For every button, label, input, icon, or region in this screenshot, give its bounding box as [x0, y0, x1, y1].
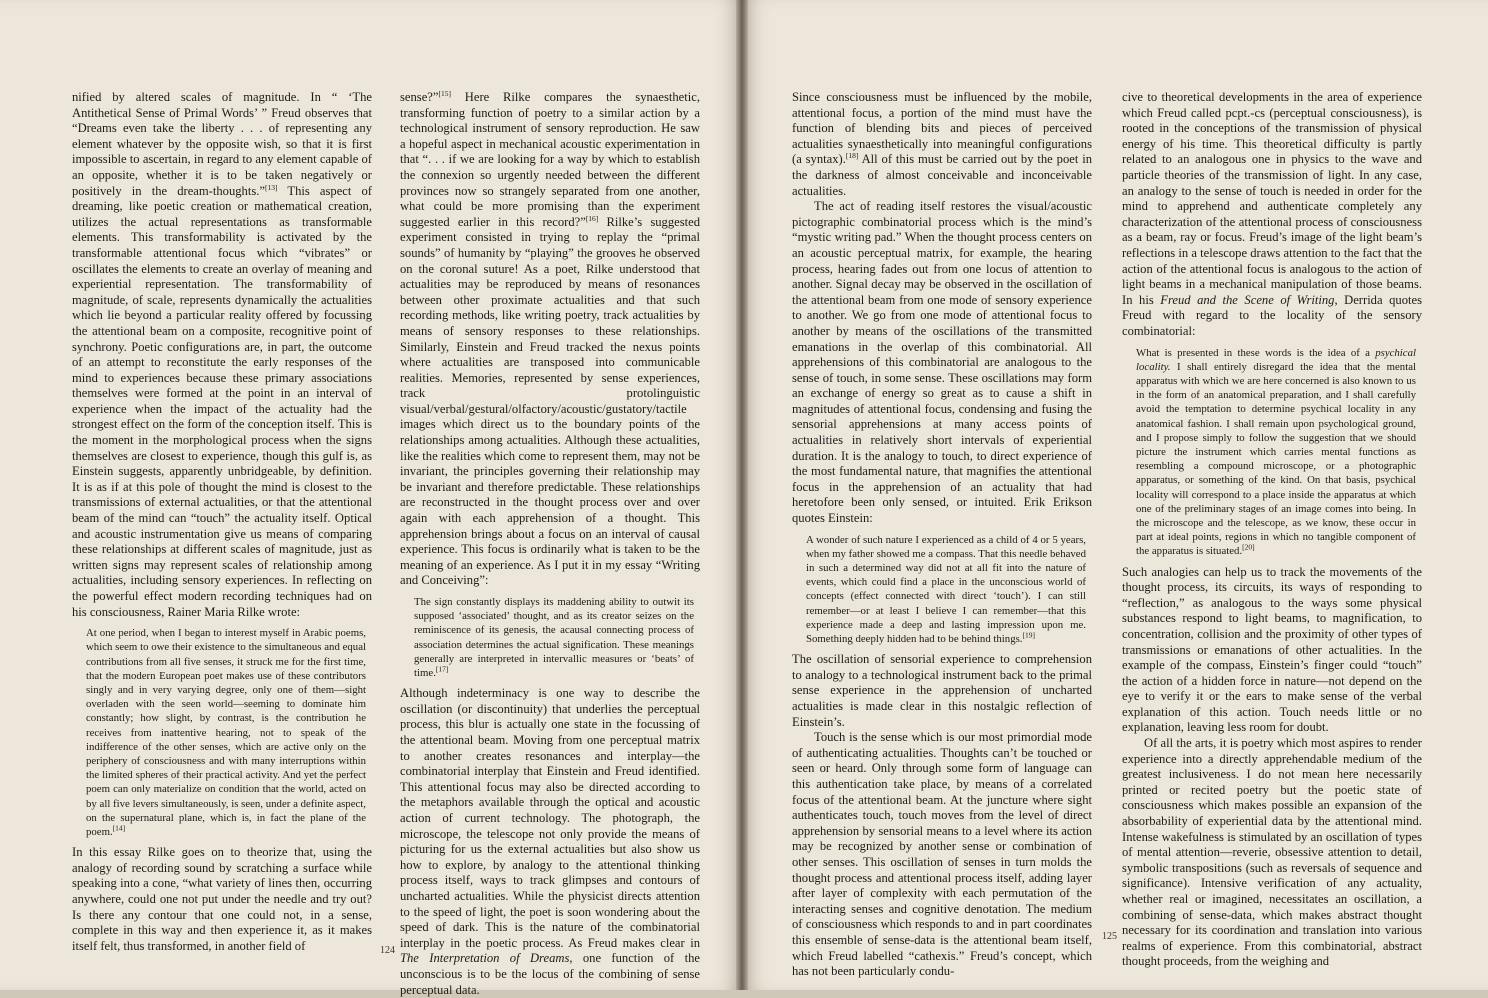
footnote-marker: [19] — [1022, 630, 1036, 640]
left-page-column-2 — [400, 88, 700, 997]
paragraph: Such analogies can help us to track the movements of the thought process, its circuits, its ways of responding to “reflection,” as analogous to the ways some physical substances respond to light beams, to magnification, to concentration, collision and the proximity of other types of transmissions or emanations of other actualities. In the example of the compass, Einstein’s finger could “touch” the action of a hidden force in nature—not depend on the eye to verify it or the ears to make sense of the verbal explanation of this action. Touch needs little or no explanation, leaving less room for doubt. — [1122, 564, 1422, 735]
paragraph: cive to theoretical developments in the area of experience which Freud called pcpt.-cs (perceptual consciousness), is rooted in the conceptions of the transmission of physical energy of his time. This theoretical difficulty is partly related to an analogous one in physics to the wave and particle theories of the transmission of light. In any case, an analogy to the sense of touch is needed in order for the mind to apprehend and authenticate completely any characterization of the attentional process of consciousness as a beam, ray or focus. Freud’s image of the light beam’s reflections in a telescope draws attention to the fact that the action of the attentional focus is analogous to the action of light beams in a mechanical manipulation of those beams. In his Freud and the Scene of Writing, Derrida quotes Freud with regard to the locality of the sensory combinatorial: — [1122, 90, 1422, 338]
left-page-column-1 — [72, 90, 372, 953]
paragraph: In this essay Rilke goes on to theorize that, using the analogy of recording sound by scratching a surface while speaking into a cone, “what variety of lines then, occurring anywhere, could one not put under the needle and try out? Is there any contour that one could not, in a sense, complete in this way and then experience it, as it makes itself felt, thus transformed, in another field of — [72, 845, 372, 953]
left-page — [0, 0, 742, 997]
footnote-marker: [18] — [845, 151, 859, 161]
right-page-column-2 — [1122, 90, 1422, 969]
footnote-marker: [17] — [435, 664, 449, 674]
footnote-marker: [15] — [438, 88, 451, 98]
block-quote: What is presented in these words is the idea of a psychical locality. I shall entirely disregard the idea that the mental apparatus with which we are here concerned is also known to us in the form of an anatomical preparation, and I shall carefully avoid the temptation to determine psychical locality in any anatomical fashion. I shall remain upon psychological ground, and I propose simply to follow the suggestion that we should picture the instrument which carries mental functions as resembling a compound microscope, or a photographic apparatus, or something of the kind. On that basis, psychical locality will correspond to a place inside the apparatus at which one of the preliminary stages of an image comes into being. In the microscope and the telescope, as we know, these occur in part at ideal points, regions in which no tangible component of the apparatus is situated.[20] — [1136, 346, 1416, 558]
paragraph: Since consciousness must be influenced by the mobile, attentional focus, a portion of the mind must have the function of blending bits and pieces of perceived actualities synaesthetically into meaningful configurations (a syntax).[18] All of this must be carried out by the poet in the darkness of almost conceivable and inconceivable actualities. — [792, 90, 1092, 198]
book-title: Freud and the Scene of Writing — [1160, 292, 1335, 307]
page-number: 125 — [1102, 931, 1117, 942]
paragraph: Touch is the sense which is our most primordial mode of authenticating actualities. Thoughts can’t be touched or seen or heard. Only through some form of language can this authentication take place, by means of a correlated focus of the attentional beam. At the juncture where sight authenticates touch, touch moves from the level of direct apprehension by sensorial means to a level where its action may be recognized by another sense or combination of other senses. This oscillation of senses in turn molds the thought process and attentional process itself, adding layer after layer of complexity with each permutation of the interacting senses and cognitive denotation. The medium of consciousness which responds to and in part coordinates this ensemble of sense-data is the attentional beam itself, which Freud labelled “cathexis.” Freud’s concept, which has not been particularly condu- — [792, 730, 1092, 979]
footnote-marker: [13] — [265, 182, 278, 192]
book-title: The Interpretation of Dreams — [400, 951, 570, 966]
right-page-column-1 — [792, 90, 1092, 979]
italic-term: psychical locality. — [1136, 346, 1416, 373]
block-quote: A wonder of such nature I experienced as a child of 4 or 5 years, when my father showed me a compass. That this needle behaved in such a determined way did not at all fit into the nature of events, which could find a place in the unconscious world of concepts (effect connected with direct ‘touch’). I can still remember—or at least I believe I can remember—that this experience made a deep and lasting impression upon me. Something deeply hidden had to be behind things.[19] — [806, 533, 1086, 646]
block-quote: The sign constantly displays its maddening ability to outwit its supposed ‘associated’ thought, and as its creator seizes on the reminiscence of its genesis, the acausal connecting process of association determines the actual signification. These meanings generally are interpreted in intervallic measures or ‘beats’ of time.[17] — [414, 596, 694, 680]
footnote-marker: [20] — [1242, 542, 1255, 552]
page-number: 124 — [380, 945, 395, 956]
paragraph: The oscillation of sensorial experience to comprehension to analogy to a technological instrument back to the primal sense experience in the apprehension of uncharted actualities is made clear in this nostalgic reflection of Einstein’s. — [792, 652, 1092, 729]
footnote-marker: [14] — [112, 823, 126, 833]
right-page — [742, 0, 1488, 990]
paragraph: nified by altered scales of magnitude. In “ ‘The Antithetical Sense of Primal Words’ ” Freud observes that “Dreams even take the liberty . . . of representing any element whatever by the opposite wish, so that it is first impossible to ascertain, in regard to any element capable of an opposite, whether it is to be taken negatively or positively in the dream-thoughts.”[13] This aspect of dreaming, like poetic creation or mathematical creation, utilizes the actual representations as transformable elements. This transformability is activated by the transformable attentional focus which “vibrates” or oscillates the elements to create an overlay of meaning and experiential representation. The transformability of magnitude, of scale, represents dynamically the actualities which lie beyond a particular reality offered by focussing the attentional beam on a composite, recognitive point of synchrony. Poetic configurations are, in part, the outcome of an attempt to reconstitute the early responses of the mind to experiences because these primary associations themselves were formed at the point in an interval of experience when the impact of the actuality had the strongest effect on the form of the conception itself. This is the moment in the morphological process when the signs themselves are closest to experience, though this gulf is, as Einstein suggests, apparently unbridgeable, by definition. It is as if at this pole of thought the mind is closest to the transmissions of external actualities, or that the attentional beam of the mind can “touch” the actuality itself. Optical and acoustic instrumentation give us means of comparing these relationships at different scales of magnitude, just as written signs may represent scales of relationship among actualities, including sensory experiences. In reflecting on the powerful effect modern recording techniques had on his consciousness, Rainer Maria Rilke wrote: — [72, 90, 372, 619]
paragraph: The act of reading itself restores the visual/acoustic pictographic combinatorial process which is the mind’s “mystic writing pad.” When the thought process centers on an acoustic perceptual matrix, for example, the hearing process, hearing fades out from one locus of attention to another. Signal decay may be observed in the oscillation of the attentional beam from one mode of sensory experience to another. We go from one mode of attentional focus to another by means of the oscillations of the transmitted emanations in the overlap of this combinatorial. All apprehensions of this combinatorial are analogous to the sense of touch, in some sense. These oscillations may form an exchange of energy so great as to cause a shift in magnitudes of attentional focus, condensing and fusing the sensorial apprehensions at many access points of actualities in relatively short intervals of experiential duration. It is the analogy to touch, to direct experience of the most fundamental nature, that magnifies the attentional focus in the apprehension of an actuality that had heretofore been only sensed, or intuited. Erik Erikson quotes Einstein: — [792, 199, 1092, 526]
footnote-marker: [16] — [585, 213, 599, 223]
paragraph: sense?”[15] Here Rilke compares the synaesthetic, transforming function of poetry to a similar action by a technological instrument of sensory reproduction. He saw a hopeful aspect in mechanical acoustic experimentation in that “. . . if we are looking for a way by which to establish the connexion so urgently needed between the different provinces now so strangely separated from one another, what could be more promising than the experiment suggested earlier in this record?”[16] Rilke’s suggested experiment consisted in trying to replay the “primal sounds” of humanity by “playing” the grooves he observed on the coronal suture! As a poet, Rilke understood that actualities may be reproduced by means of resonances between other proximate actualities and that such recording methods, like writing poetry, track actualities by means of sensory responses to these relationships. Similarly, Einstein and Freud tracked the nexus points where actualities are transposed into communicable realities. Memories, represented by sense experiences, track protolinguistic visual/verbal/gestural/olfactory/acoustic/gustatory/tactile images which direct us to the boundary points of the relationships among actualities. Although these actualities, like the realities which come to represent them, may not be invariant, the principles governing their relationship may be invariant and therefore predictable. These relationships are reconstructed in the thought process over and over again with each apprehension of a thought. This apprehension brings about a focus on an interval of causal experience. This focus is ordinarily what is taken to be the meaning of an experience. As I put it in my essay “Writing and Conceiving”: — [400, 88, 700, 588]
paragraph: Although indeterminacy is one way to describe the oscillation (or discontinuity) that underlies the perceptual process, this blur is actually one state in the focussing of the attentional beam. Moving from one perceptual matrix to another creates resonances and interplay—the combinatorial interplay that Einstein and Freud identified. This attentional focus may also be directed according to the metaphors available through the optical and acoustic action of current technology. The photograph, the microscope, the telescope not only provide the means of picturing for us the external actualities but also show us how to explore, by analogy to the attentional thinking process itself, ways to track glimpses and contours of uncharted actualities. While the physicist directs attention to the speed of light, the poet is soon wondering about the speed of dark. This is the nature of the combinatorial interplay in the poetic process. As Freud makes clear in The Interpretation of Dreams, one function of the unconscious is to be the locus of the combining of sense perceptual data. — [400, 686, 700, 997]
book-gutter — [736, 0, 748, 990]
paragraph: Of all the arts, it is poetry which most aspires to render experience into a directly apprehendable medium of the greatest inclusiveness. I do not mean here necessarily printed or recited poetry but the poetic state of consciousness which makes possible an expansion of the absorbability of experiential data by the attentional mind. Intense wakefulness is stimulated by an oscillation of types of mental attention—reverie, obsessive attention to detail, symbolic transpositions (such as reversals of sequence and significance). Intensive verification of any actuality, whether real or imagined, necessitates an oscillation, a combining of sense-data, which makes abstract thought necessary for its coordination and translation into various realms of experience. From this combinatorial, abstract thought proceeds, from the weighing and — [1122, 736, 1422, 969]
block-quote: At one period, when I began to interest myself in Arabic poems, which seem to owe their existence to the simultaneous and equal contributions from all five senses, it struck me for the first time, that the modern European poet makes use of these contributors singly and in very varying degree, only one of them—sight overladen with the seen world—seeming to dominate him constantly; how slight, by contrast, is the contribution he receives from inattentive hearing, not to speak of the indifference of the other senses, which are active only on the periphery of consciousness and with many interruptions within the limited spheres of their practical activity. And yet the perfect poem can only materialize on condition that the world, acted on by all five levers simultaneously, is seen, under a definite aspect, on the supernatural plane, which is, in fact the plane of the poem.[14] — [86, 627, 366, 839]
